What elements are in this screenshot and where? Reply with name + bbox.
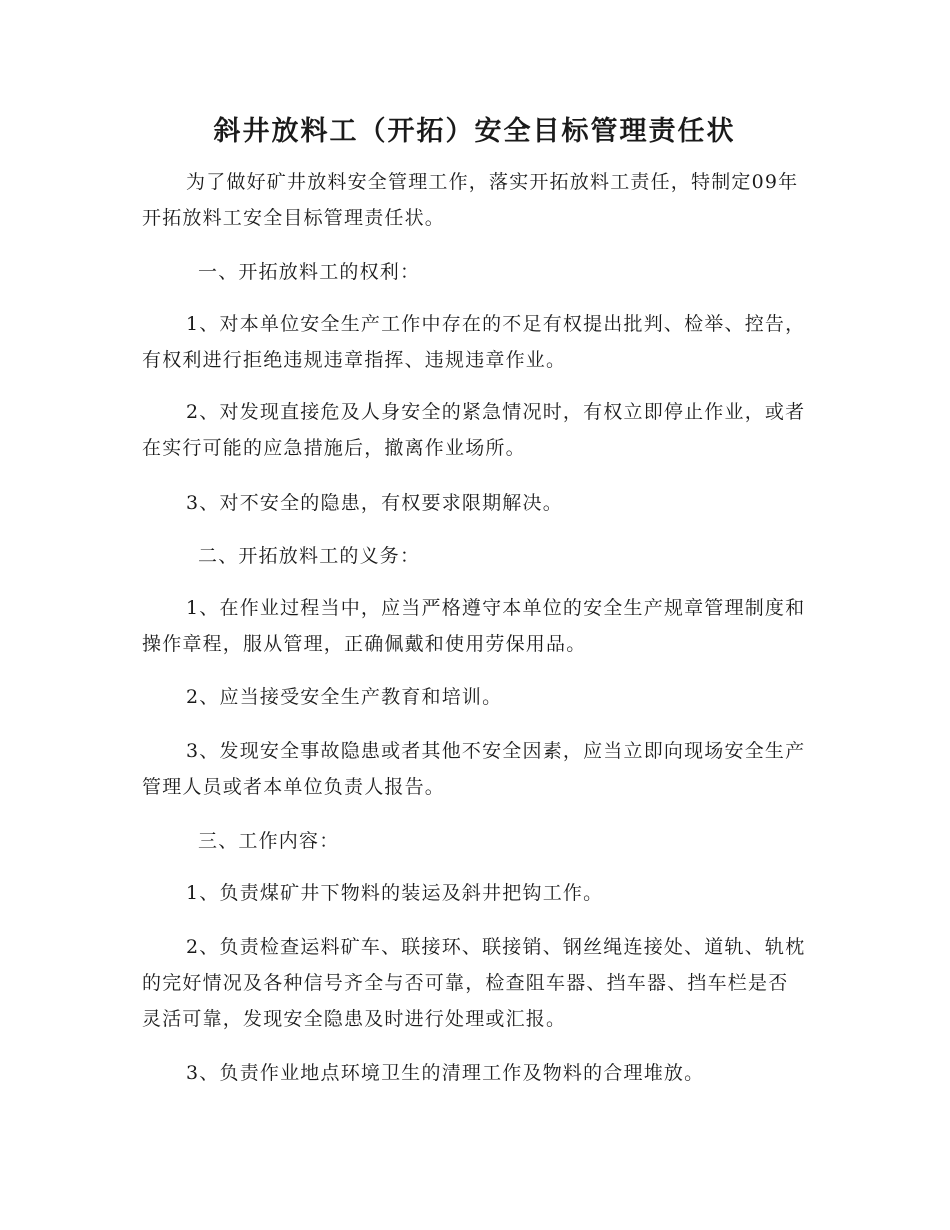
work-item-1: 1、负责煤矿井下物料的装运及斜井把钩工作。	[186, 882, 604, 904]
duties-item-1: 1、在作业过程当中，应当严格遵守本单位的安全生产规章管理制度和操作章程，服从管理，正确佩戴和使用劳保用品。	[142, 597, 806, 655]
rights-item-3: 3、对不安全的隐患，有权要求限期解决。	[186, 492, 563, 514]
document-title: 斜井放料工（开拓）安全目标管理责任状	[213, 116, 736, 147]
section-heading-rights: 一、开拓放料工的权利：	[198, 261, 421, 283]
work-item-2: 2、负责检查运料矿车、联接环、联接销、钢丝绳连接处、道轨、轨枕的完好情况及各种信号齐全与否可靠，检查阻车器、挡车器、挡车栏是否灵活可靠，发现安全隐患及时进行处理或汇报。	[142, 936, 806, 1030]
duties-item-2: 2、应当接受安全生产教育和培训。	[186, 686, 503, 708]
work-item-3: 3、负责作业地点环境卫生的清理工作及物料的合理堆放。	[186, 1062, 705, 1084]
section-heading-duties: 二、开拓放料工的义务：	[198, 545, 421, 567]
section-heading-work-content: 三、工作内容：	[198, 830, 340, 852]
intro-paragraph: 为了做好矿井放料安全管理工作，落实开拓放料工责任，特制定09年开拓放料工安全目标管理责任状。	[142, 171, 799, 229]
rights-item-1: 1、对本单位安全生产工作中存在的不足有权提出批判、检举、控告，有权利进行拒绝违规违章指挥、违规违章作业。	[142, 313, 806, 371]
rights-item-2: 2、对发现直接危及人身安全的紧急情况时，有权立即停止作业，或者在实行可能的应急措施后，撤离作业场所。	[142, 401, 806, 459]
duties-item-3: 3、发现安全事故隐患或者其他不安全因素，应当立即向现场安全生产管理人员或者本单位负责人报告。	[142, 740, 806, 798]
